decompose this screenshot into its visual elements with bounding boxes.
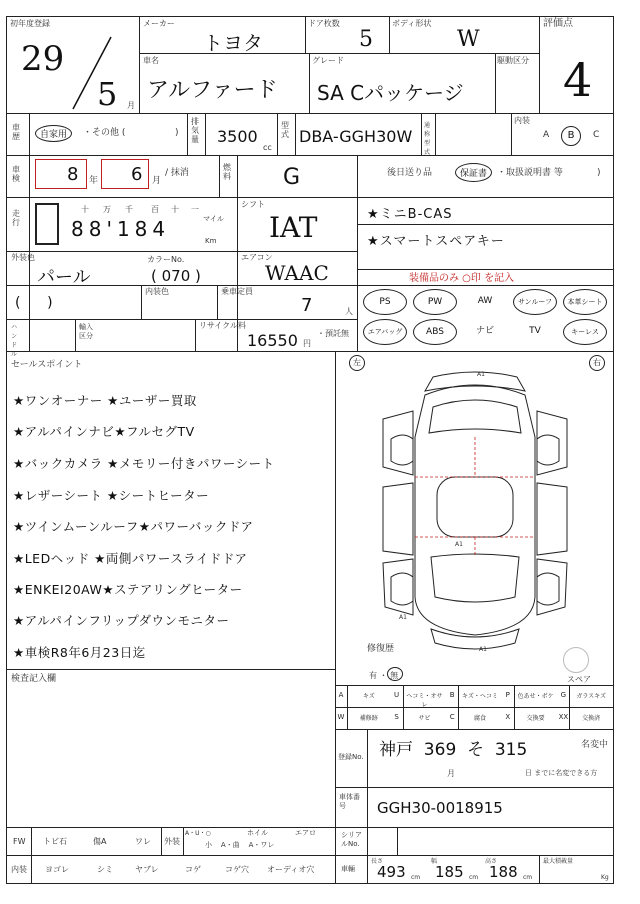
gaiso-label: 外装 <box>164 837 180 846</box>
fuel: G <box>283 165 301 190</box>
equipment-2: PW <box>413 289 457 315</box>
drive-label: 駆動区分 <box>497 56 529 65</box>
reg-month-unit: 月 <box>447 769 455 778</box>
auction-sheet <box>6 16 614 884</box>
docs-label: 後日送り品 <box>387 168 433 178</box>
exterior-label: 外装色 <box>11 253 35 262</box>
left-label: 左 <box>349 355 365 371</box>
naiso-item-3: ヤブレ <box>135 865 159 874</box>
legend-key: B <box>449 691 455 699</box>
doors-label: ドア枚数 <box>308 19 340 28</box>
equipment-8: ナビ <box>475 326 494 336</box>
width-cm: cm <box>469 874 479 881</box>
wheel-label: ホイル <box>247 829 268 837</box>
fuel-label: 燃料 <box>223 163 231 181</box>
color-no-label: カラーNo. <box>147 255 185 264</box>
damage-mark-4: A1 <box>479 646 487 653</box>
legend-key: S <box>394 713 399 721</box>
legend-key: G <box>560 691 567 699</box>
shift-label: シフト <box>241 200 265 209</box>
sales-title: セールスポイント <box>11 360 83 370</box>
deposit-label: ・預託無 <box>317 329 349 338</box>
body-label: ボディ形状 <box>392 19 432 28</box>
repair-value: 有 ・ 無 <box>369 671 399 680</box>
shaken-label: 車検 <box>12 165 20 183</box>
legend-grid <box>335 685 613 729</box>
height: 188 <box>489 863 518 881</box>
note-2: ★スマートスペアキー <box>367 234 505 249</box>
month-unit-2: 月 <box>152 176 162 186</box>
score-label: 評価点 <box>543 18 573 29</box>
grade: SA Cパッケージ <box>317 81 464 105</box>
unit-sen: 千 <box>125 205 133 214</box>
sales-line-2: ★アルパインナビ★フルセグTV <box>13 424 195 439</box>
model-label: 型式 <box>281 121 289 139</box>
legend-value: 補修跡 <box>359 715 378 722</box>
shaken-month: 6 <box>131 164 143 185</box>
paren-field: ( ) <box>15 295 53 311</box>
handle-label: ハンドル <box>11 324 18 358</box>
interior-b: B <box>561 126 581 146</box>
import-label: 輸入区分 <box>79 323 93 340</box>
legend-value: キズ <box>362 693 375 700</box>
naiso-item-1: ヨゴレ <box>45 865 69 874</box>
equipment-7: ABS <box>413 319 457 345</box>
max-load-label: 最大積載量 <box>543 858 574 865</box>
damage-mark-2: A1 <box>455 541 463 548</box>
naiso-item-4: コゲ <box>185 865 201 874</box>
equipment-title: 装備品のみ ○印 を記入 <box>409 273 515 284</box>
history-label: 車歴 <box>12 123 20 141</box>
unit-man: 万 <box>103 205 111 214</box>
legend-key: A <box>338 691 344 699</box>
naiso-item-2: シミ <box>97 865 113 874</box>
exterior-color: パール <box>37 267 91 288</box>
legend-value: サビ <box>418 715 431 722</box>
month-unit: 月 <box>127 101 135 110</box>
height-label: 高さ <box>485 858 498 865</box>
serial-label: シリアルNo. <box>341 831 362 848</box>
sales-line-6: ★LEDヘッド ★両側パワースライドドア <box>13 551 248 566</box>
docs-close: ) <box>597 168 601 178</box>
displacement: 3500 <box>217 127 258 146</box>
sales-line-5: ★ツインムーンルーフ★パワーバックドア <box>13 519 254 534</box>
docs-rest: ・取扱説明書 等 <box>497 168 563 178</box>
legend-key: XX <box>558 713 569 721</box>
mileage-digits <box>63 203 199 245</box>
body-type: W <box>457 27 480 52</box>
equipment-grid <box>359 289 613 349</box>
equipment-6: エアバッグ <box>363 319 407 345</box>
yen-unit: 円 <box>303 339 311 348</box>
size-label: 車輛 <box>341 865 355 873</box>
aircon: WAAC <box>265 261 329 285</box>
first-reg-year: 29 <box>21 39 65 79</box>
fw-item-2: 傷A <box>93 837 107 846</box>
km-label: Km <box>205 237 217 245</box>
mileage: 88'184 <box>71 217 171 241</box>
displacement-label: 排気量 <box>191 117 199 144</box>
docs-warranty: 保証書 <box>455 163 492 182</box>
capacity-unit: 人 <box>345 307 353 316</box>
kg-unit: Kg <box>601 874 609 881</box>
aero-label: エアロ <box>295 829 316 837</box>
sales-line-7: ★ENKEI20AW★ステアリングヒーター <box>13 582 243 597</box>
width-label: 幅 <box>431 858 438 865</box>
spare-label: スペア <box>567 675 591 684</box>
legend-value: 交換要 <box>526 715 545 722</box>
naiso-label: 内装 <box>11 865 27 874</box>
massho-label: / 抹消 <box>165 168 189 178</box>
interior-c: C <box>593 130 600 140</box>
equipment-4: サンルーフ <box>513 289 557 315</box>
tsushou-label: 通称型式 <box>424 122 431 156</box>
shaken-year-box <box>35 159 87 189</box>
history-close: ) <box>175 128 179 138</box>
vin: GGH30-0018915 <box>377 799 503 817</box>
registration-plate: 神戸 369 そ 315 <box>379 740 528 760</box>
sales-line-4: ★レザーシート ★シートヒーター <box>13 488 210 503</box>
name-label: 車名 <box>143 56 159 65</box>
inspection-title: 検査記入欄 <box>11 674 57 684</box>
recycle-fee: 16550 <box>247 331 298 350</box>
length: 493 <box>377 863 406 881</box>
mileage-label: 走行 <box>12 209 20 227</box>
spare-circle <box>563 647 589 673</box>
wheel-marks: 小 A・曲 A・ワレ <box>205 841 275 849</box>
right-label: 右 <box>589 355 605 371</box>
equipment-10: キーレス <box>563 319 607 345</box>
unit-ichi: 一 <box>191 205 199 214</box>
sales-line-1: ★ワンオーナー ★ユーザー買取 <box>13 393 197 408</box>
recycle-label: リサイクル料 <box>199 321 246 330</box>
legend-value: ヘコミ・オサレ <box>406 693 443 709</box>
legend-key: X <box>505 713 511 721</box>
doors: 5 <box>359 27 373 52</box>
wheel-sub: A・U・○ <box>185 830 211 837</box>
shaken-year: 8 <box>67 164 79 185</box>
unit-hyaku: 百 <box>151 205 159 214</box>
fw-label: FW <box>13 837 26 846</box>
maker-label: メーカー <box>143 19 175 28</box>
unit-ju-man: 十 <box>81 205 89 214</box>
sales-line-8: ★アルパインフリップダウンモニター <box>13 613 230 628</box>
year-unit: 年 <box>89 176 99 186</box>
legend-value: 交換済 <box>582 715 601 722</box>
legend-key: U <box>394 691 400 699</box>
grade-score: 4 <box>563 53 593 107</box>
history-option-other: ・その他 ( <box>83 128 126 138</box>
legend-key: P <box>505 691 510 699</box>
repair-label: 修復歴 <box>367 644 395 654</box>
equipment-9: TV <box>529 326 541 336</box>
equipment-3: AW <box>477 296 493 306</box>
capacity-label: 乗車定員 <box>221 287 253 296</box>
fw-item-3: ワレ <box>135 837 151 846</box>
fw-item-1: トビ石 <box>43 837 67 846</box>
mileage-box-6 <box>35 203 59 245</box>
repair-none-circle <box>387 667 403 681</box>
aircon-label: エアコン <box>241 253 273 262</box>
width: 185 <box>435 863 464 881</box>
damage-mark-3: A1 <box>399 614 407 621</box>
naiso-item-6: オーディオ穴 <box>267 865 315 874</box>
grade-label: グレード <box>312 56 344 65</box>
unit-ju: 十 <box>171 205 179 214</box>
length-label: 長さ <box>371 858 384 865</box>
legend-value: 腐食 <box>473 715 486 722</box>
interior-color-label: 内装色 <box>145 287 169 296</box>
sales-line-3: ★バックカメラ ★メモリー付きパワーシート <box>13 456 275 471</box>
mile-label: マイル <box>203 215 224 223</box>
maker: トヨタ <box>203 31 263 55</box>
length-cm: cm <box>411 874 421 881</box>
model: DBA-GGH30W <box>299 127 413 146</box>
history-option-private: 自家用 <box>35 125 72 142</box>
naiso-item-5: コゲ穴 <box>225 865 249 874</box>
legend-value: ガラスキズ <box>576 693 607 700</box>
first-reg-month: 5 <box>97 75 118 113</box>
registration-label: 登録No. <box>338 753 364 761</box>
equipment-1: PS <box>363 289 407 315</box>
interior-a: A <box>543 130 550 140</box>
cc-unit: cc <box>263 143 272 152</box>
first-reg-label: 初年度登録 <box>10 19 50 28</box>
legend-key: W <box>337 713 345 721</box>
shift: IAT <box>269 211 318 244</box>
note-1: ★ミニB-CAS <box>367 207 453 222</box>
reg-day-text: 日 までに名変できる方 <box>525 769 598 777</box>
color-no: ( 070 ) <box>151 267 201 285</box>
interior-label: 内装 <box>514 116 530 125</box>
legend-key: C <box>449 713 455 721</box>
sales-line-9: ★車検R8年6月23日迄 <box>13 645 146 660</box>
capacity: 7 <box>301 295 313 316</box>
car-name: アルファード <box>147 78 278 103</box>
legend-value: キズ・ヘコミ <box>462 693 498 700</box>
legend-value: 色あせ・ボケ <box>517 693 554 700</box>
damage-mark-1: A1 <box>477 371 485 378</box>
vin-label: 車体番号 <box>339 793 360 810</box>
equipment-5: 本革シート <box>563 289 607 315</box>
name-change: 名変中 <box>581 740 609 750</box>
height-cm: cm <box>523 874 533 881</box>
